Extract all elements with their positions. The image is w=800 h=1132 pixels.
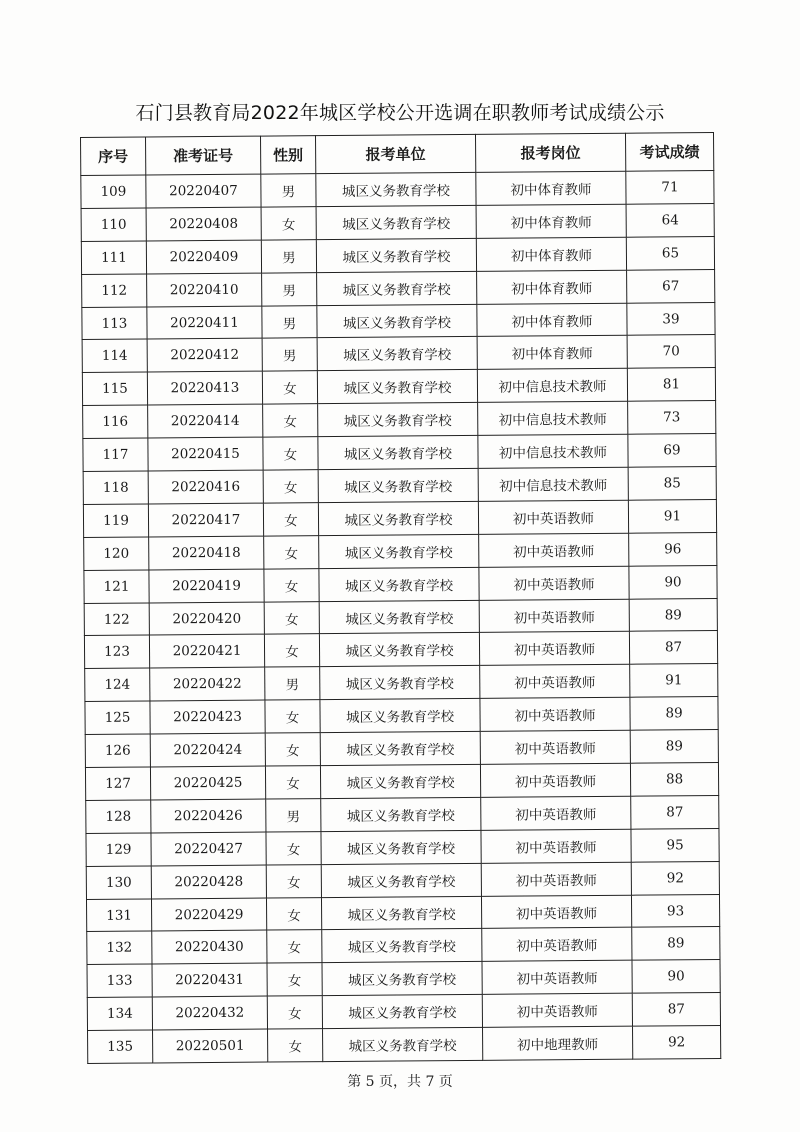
cell-exam-score: 89 [629, 598, 717, 632]
cell-gender: 男 [262, 338, 317, 371]
cell-applied-unit: 城区义务教育学校 [319, 534, 479, 568]
cell-exam-score: 88 [630, 763, 718, 797]
cell-exam-score: 71 [626, 171, 714, 205]
cell-applied-unit: 城区义务教育学校 [319, 567, 479, 601]
cell-gender: 女 [267, 963, 322, 996]
cell-gender: 女 [266, 831, 321, 864]
cell-applied-post: 初中体育教师 [477, 270, 627, 304]
cell-applied-unit: 城区义务教育学校 [318, 436, 478, 470]
cell-exam-score: 64 [626, 203, 714, 237]
cell-ticket-no: 20220430 [152, 931, 267, 965]
cell-ticket-no: 20220419 [149, 569, 264, 603]
cell-applied-unit: 城区义务教育学校 [322, 995, 482, 1029]
column-header-serial-no: 序号 [81, 137, 146, 176]
cell-applied-post: 初中体育教师 [476, 171, 626, 205]
cell-applied-post: 初中英语教师 [482, 993, 632, 1027]
cell-ticket-no: 20220422 [150, 667, 265, 701]
cell-applied-unit: 城区义务教育学校 [316, 205, 476, 239]
column-header-applied-post: 报考岗位 [475, 133, 625, 172]
cell-applied-unit: 城区义务教育学校 [318, 403, 478, 437]
cell-serial-no: 124 [85, 668, 150, 701]
cell-serial-no: 132 [87, 931, 152, 964]
cell-exam-score: 89 [632, 927, 720, 961]
cell-serial-no: 131 [86, 899, 151, 932]
cell-serial-no: 133 [87, 964, 152, 997]
cell-ticket-no: 20220409 [146, 240, 261, 274]
cell-applied-unit: 城区义务教育学校 [321, 863, 481, 897]
table-row [85, 697, 718, 735]
cell-exam-score: 69 [628, 434, 716, 468]
cell-ticket-no: 20220414 [148, 404, 263, 438]
cell-exam-score: 73 [628, 401, 716, 435]
cell-applied-unit: 城区义务教育学校 [321, 896, 481, 930]
cell-applied-post: 初中信息技术教师 [478, 467, 628, 501]
cell-applied-unit: 城区义务教育学校 [321, 797, 481, 831]
cell-applied-unit: 城区义务教育学校 [322, 962, 482, 996]
cell-serial-no: 120 [84, 537, 149, 570]
cell-exam-score: 87 [632, 993, 720, 1027]
cell-gender: 女 [265, 766, 320, 799]
table-row [86, 795, 719, 833]
table-row [81, 171, 714, 209]
cell-applied-post: 初中英语教师 [482, 928, 632, 962]
cell-applied-unit: 城区义务教育学校 [321, 830, 481, 864]
cell-gender: 男 [261, 174, 316, 207]
table-row [85, 664, 718, 702]
column-header-exam-score: 考试成绩 [625, 133, 713, 172]
cell-exam-score: 96 [629, 532, 717, 566]
table-row [84, 631, 717, 669]
cell-gender: 女 [266, 897, 321, 930]
cell-exam-score: 91 [628, 499, 716, 533]
cell-gender: 女 [264, 535, 319, 568]
cell-exam-score: 89 [630, 730, 718, 764]
table-row [87, 927, 720, 965]
cell-serial-no: 123 [84, 635, 149, 668]
cell-serial-no: 115 [82, 372, 147, 405]
cell-applied-post: 初中体育教师 [476, 204, 626, 238]
cell-serial-no: 110 [81, 208, 146, 241]
cell-applied-post: 初中英语教师 [479, 599, 629, 633]
table-row [85, 730, 718, 768]
table-row [84, 565, 717, 603]
cell-ticket-no: 20220501 [153, 1029, 268, 1063]
cell-applied-post: 初中体育教师 [476, 237, 626, 271]
table-row [83, 499, 716, 537]
cell-exam-score: 85 [628, 467, 716, 501]
table-row [84, 598, 717, 636]
table-row [86, 861, 719, 899]
cell-gender: 女 [263, 470, 318, 503]
cell-exam-score: 89 [630, 697, 718, 731]
table-row [82, 335, 715, 373]
cell-ticket-no: 20220424 [150, 733, 265, 767]
cell-applied-post: 初中体育教师 [477, 303, 627, 337]
cell-applied-post: 初中英语教师 [480, 665, 630, 699]
cell-applied-post: 初中英语教师 [479, 632, 629, 666]
table-row [81, 236, 714, 274]
cell-applied-post: 初中英语教师 [478, 500, 628, 534]
cell-serial-no: 126 [85, 734, 150, 767]
cell-ticket-no: 20220417 [148, 503, 263, 537]
table-row [82, 302, 715, 340]
cell-serial-no: 122 [84, 603, 149, 636]
cell-exam-score: 92 [631, 861, 719, 895]
cell-serial-no: 130 [86, 866, 151, 899]
cell-ticket-no: 20220429 [151, 898, 266, 932]
cell-ticket-no: 20220427 [151, 832, 266, 866]
cell-applied-unit: 城区义务教育学校 [316, 238, 476, 272]
cell-exam-score: 95 [631, 828, 719, 862]
cell-applied-unit: 城区义务教育学校 [320, 732, 480, 766]
table-row [83, 434, 716, 472]
cell-applied-post: 初中英语教师 [481, 862, 631, 896]
cell-exam-score: 91 [630, 664, 718, 698]
cell-applied-post: 初中信息技术教师 [477, 369, 627, 403]
cell-serial-no: 127 [85, 767, 150, 800]
cell-applied-unit: 城区义务教育学校 [319, 600, 479, 634]
cell-gender: 女 [268, 1029, 323, 1062]
cell-gender: 女 [264, 634, 319, 667]
cell-applied-post: 初中体育教师 [477, 336, 627, 370]
cell-serial-no: 111 [81, 241, 146, 274]
cell-applied-post: 初中英语教师 [480, 763, 630, 797]
cell-ticket-no: 20220423 [150, 700, 265, 734]
cell-ticket-no: 20220432 [152, 996, 267, 1030]
cell-applied-post: 初中信息技术教师 [478, 401, 628, 435]
cell-exam-score: 90 [629, 565, 717, 599]
cell-serial-no: 134 [87, 997, 152, 1030]
table-row [87, 960, 720, 998]
table-row [83, 401, 716, 439]
cell-applied-post: 初中英语教师 [481, 796, 631, 830]
cell-applied-post: 初中英语教师 [480, 697, 630, 731]
cell-ticket-no: 20220431 [152, 963, 267, 997]
table-row [82, 368, 715, 406]
cell-applied-post: 初中地理教师 [483, 1026, 633, 1060]
cell-serial-no: 109 [81, 175, 146, 208]
cell-serial-no: 116 [83, 405, 148, 438]
cell-exam-score: 93 [631, 894, 719, 928]
cell-gender: 男 [265, 667, 320, 700]
cell-applied-unit: 城区义务教育学校 [323, 1028, 483, 1062]
cell-applied-unit: 城区义务教育学校 [317, 271, 477, 305]
cell-serial-no: 135 [88, 1030, 153, 1063]
table-row [86, 828, 719, 866]
cell-applied-post: 初中英语教师 [481, 829, 631, 863]
cell-ticket-no: 20220408 [146, 207, 261, 241]
cell-ticket-no: 20220421 [149, 635, 264, 669]
cell-applied-unit: 城区义务教育学校 [322, 929, 482, 963]
cell-ticket-no: 20220425 [150, 766, 265, 800]
table-row [87, 993, 720, 1031]
cell-exam-score: 67 [627, 269, 715, 303]
cell-gender: 男 [261, 239, 316, 272]
cell-applied-unit: 城区义务教育学校 [320, 699, 480, 733]
cell-applied-unit: 城区义务教育学校 [319, 633, 479, 667]
cell-serial-no: 125 [85, 701, 150, 734]
table-row [88, 1026, 721, 1064]
cell-serial-no: 121 [84, 570, 149, 603]
cell-exam-score: 87 [629, 631, 717, 665]
cell-applied-post: 初中英语教师 [479, 533, 629, 567]
cell-applied-unit: 城区义务教育学校 [320, 764, 480, 798]
table-row [83, 467, 716, 505]
table-row [82, 269, 715, 307]
cell-gender: 女 [265, 700, 320, 733]
cell-gender: 男 [266, 799, 321, 832]
cell-applied-post: 初中信息技术教师 [478, 434, 628, 468]
cell-gender: 女 [261, 207, 316, 240]
cell-ticket-no: 20220412 [147, 339, 262, 373]
cell-serial-no: 113 [82, 307, 147, 340]
cell-serial-no: 112 [82, 274, 147, 307]
cell-ticket-no: 20220428 [151, 865, 266, 899]
cell-gender: 男 [262, 305, 317, 338]
cell-applied-unit: 城区义务教育学校 [316, 172, 476, 206]
column-header-ticket-no: 准考证号 [146, 136, 261, 175]
cell-ticket-no: 20220426 [151, 799, 266, 833]
cell-ticket-no: 20220415 [148, 437, 263, 471]
cell-gender: 女 [262, 371, 317, 404]
cell-serial-no: 114 [82, 339, 147, 372]
cell-applied-unit: 城区义务教育学校 [317, 370, 477, 404]
cell-serial-no: 129 [86, 833, 151, 866]
cell-serial-no: 118 [83, 471, 148, 504]
cell-ticket-no: 20220420 [149, 602, 264, 636]
cell-ticket-no: 20220407 [146, 174, 261, 208]
cell-gender: 女 [263, 503, 318, 536]
column-header-gender: 性别 [260, 136, 315, 174]
header-row [81, 133, 714, 176]
cell-ticket-no: 20220413 [147, 371, 262, 405]
cell-ticket-no: 20220410 [147, 273, 262, 307]
cell-gender: 女 [267, 930, 322, 963]
cell-exam-score: 92 [633, 1026, 721, 1060]
cell-gender: 女 [264, 601, 319, 634]
table-header [81, 133, 714, 176]
cell-exam-score: 39 [627, 302, 715, 336]
cell-serial-no: 119 [83, 504, 148, 537]
cell-serial-no: 117 [83, 438, 148, 471]
cell-exam-score: 87 [631, 795, 719, 829]
table-row [86, 894, 719, 932]
cell-ticket-no: 20220418 [149, 536, 264, 570]
cell-applied-unit: 城区义务教育学校 [320, 666, 480, 700]
cell-exam-score: 70 [627, 335, 715, 369]
page-title: 石门县教育局2022年城区学校公开选调在职教师考试成绩公示 [135, 102, 665, 124]
cell-exam-score: 90 [632, 960, 720, 994]
cell-ticket-no: 20220411 [147, 306, 262, 340]
cell-applied-post: 初中英语教师 [481, 895, 631, 929]
cell-gender: 女 [264, 568, 319, 601]
table-row [85, 763, 718, 801]
cell-applied-post: 初中英语教师 [482, 961, 632, 995]
table-row [81, 203, 714, 241]
cell-gender: 女 [267, 996, 322, 1029]
cell-exam-score: 81 [627, 368, 715, 402]
cell-serial-no: 128 [86, 800, 151, 833]
cell-applied-unit: 城区义务教育学校 [317, 304, 477, 338]
cell-gender: 男 [262, 272, 317, 305]
table-row [84, 532, 717, 570]
scores-table [80, 132, 721, 1064]
table-body [81, 171, 721, 1064]
cell-gender: 女 [263, 404, 318, 437]
cell-gender: 女 [263, 437, 318, 470]
cell-applied-unit: 城区义务教育学校 [317, 337, 477, 371]
page-footer: 第 5 页，共 7 页 [347, 1074, 453, 1090]
cell-gender: 女 [266, 864, 321, 897]
cell-applied-unit: 城区义务教育学校 [318, 468, 478, 502]
cell-applied-post: 初中英语教师 [480, 730, 630, 764]
cell-applied-unit: 城区义务教育学校 [318, 501, 478, 535]
cell-exam-score: 65 [626, 236, 714, 270]
cell-gender: 女 [265, 733, 320, 766]
cell-ticket-no: 20220416 [148, 470, 263, 504]
column-header-applied-unit: 报考单位 [315, 134, 475, 173]
cell-applied-post: 初中英语教师 [479, 566, 629, 600]
